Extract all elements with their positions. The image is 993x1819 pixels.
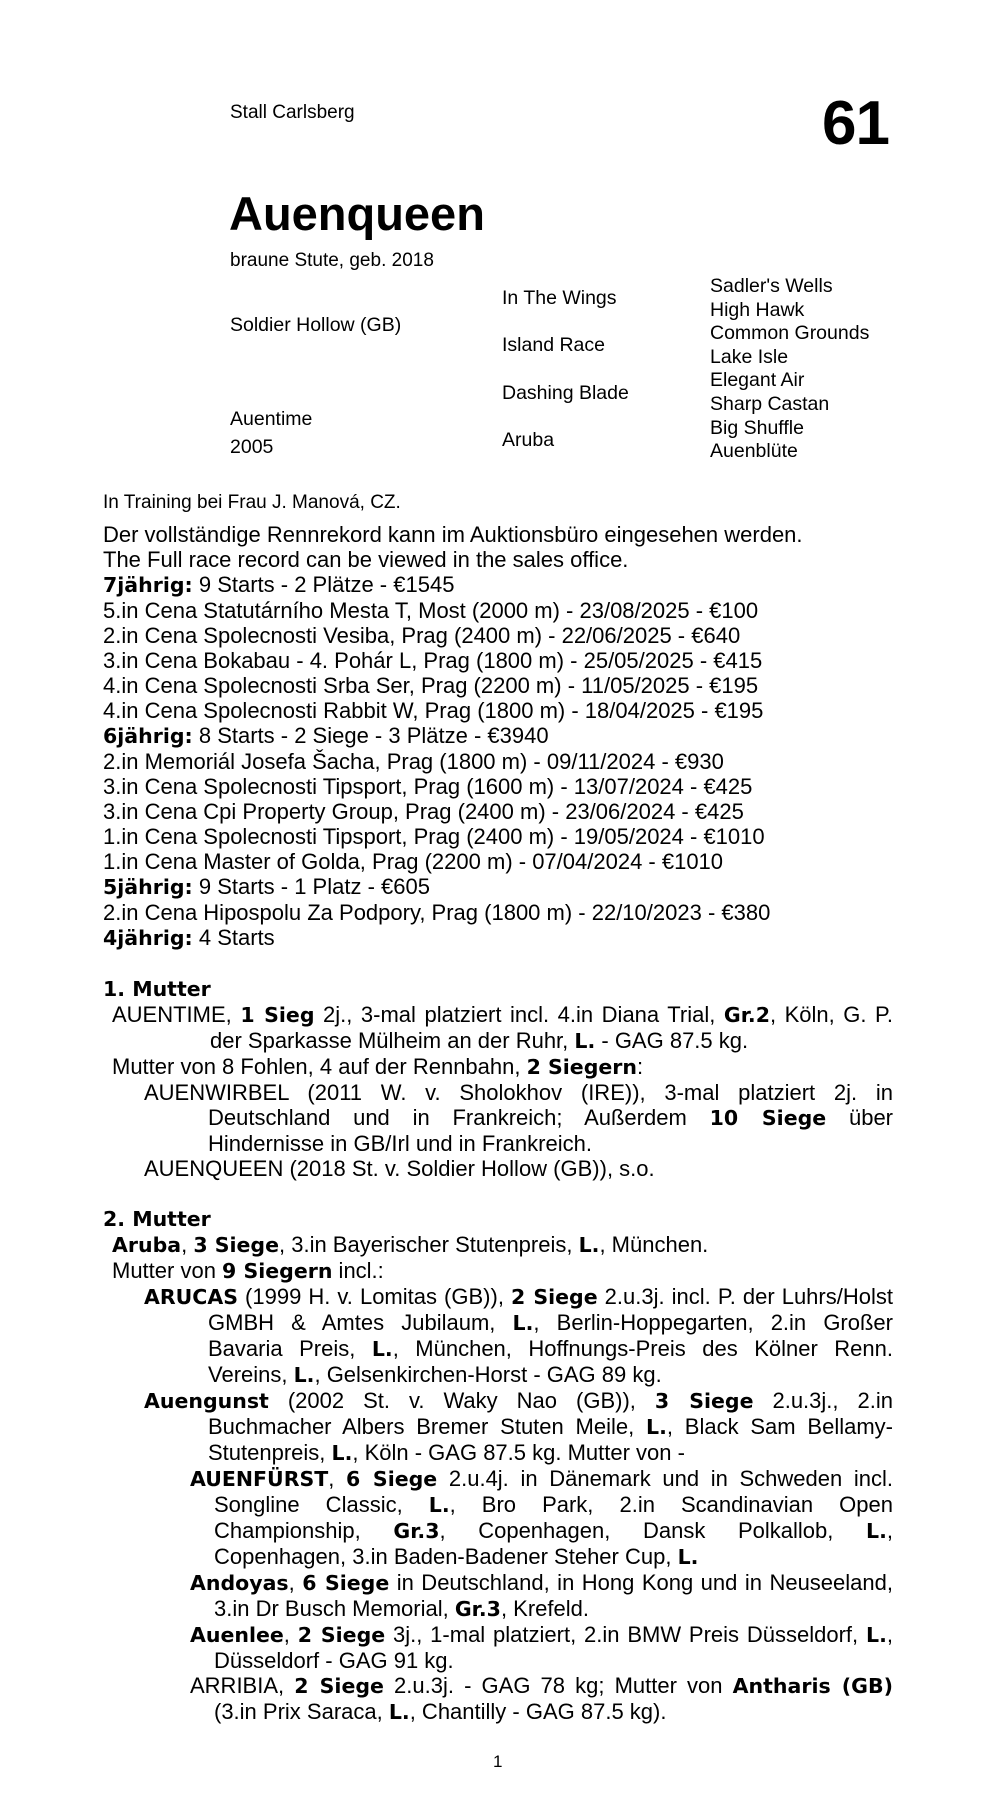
race-line: 3.in Cena Spolecnosti Tipsport, Prag (1600 m) - 13/07/2024 - €425 <box>103 774 753 799</box>
pedigree-third-gen-item: High Hawk <box>710 298 805 321</box>
pedigree-dam: Auentime <box>230 408 313 430</box>
page-number: 1 <box>493 1752 503 1771</box>
grandproduce-entry: Auenlee, 2 Siege 3j., 1-mal platziert, 2.in BMW Preis Düsseldorf, L., Düsseldorf - GAG 91 kg. <box>190 1622 893 1673</box>
age-label: 4jährig: <box>103 926 193 950</box>
age-summary <box>103 723 893 749</box>
second-dam-heading: 2. Mutter <box>103 1207 211 1231</box>
race-line: 4.in Cena Spolecnosti Srba Ser, Prag (2200 m) - 11/05/2025 - €195 <box>103 673 759 698</box>
age-summary <box>103 925 893 951</box>
catalogue-body <box>103 522 893 1725</box>
age-summary <box>103 572 893 598</box>
race-line: 2.in Cena Hipospolu Za Podpory, Prag (1800 m) - 22/10/2023 - €380 <box>103 900 771 925</box>
horse-name: Auenqueen <box>229 187 485 240</box>
pedigree-third-gen-item: Elegant Air <box>710 369 805 392</box>
produce-entry: ARUCAS (1999 H. v. Lomitas (GB)), 2 Siege 2.u.3j. incl. P. der Luhrs/Holst GMBH & Amtes Jubilaum, L., Berlin-Hoppegarten, 2.in Großer Bavaria Preis, L., München, Hoffnungs-Preis des Kölner Renn. Vereins, L., Gelsenkirchen-Horst - GAG 89 kg. <box>144 1284 893 1387</box>
record-notice-en: The Full race record can be viewed in the sales office. <box>103 547 629 572</box>
lot-number: 61 <box>822 89 889 158</box>
race-line: 1.in Cena Master of Golda, Prag (2200 m) - 07/04/2024 - €1010 <box>103 849 724 874</box>
pedigree-third-gen-item: Auenblüte <box>710 440 798 463</box>
second-dam-paragraph: Aruba, 3 Siege, 3.in Bayerischer Stutenpreis, L., München. <box>112 1232 709 1257</box>
grandproduce-entry: ARRIBIA, 2 Siege 2.u.3j. - GAG 78 kg; Mutter von Antharis (GB) (3.in Prix Saraca, L., Chantilly - GAG 87.5 kg). <box>190 1673 893 1724</box>
age-label: 6jährig: <box>103 724 193 748</box>
age-stats: 8 Starts - 2 Siege - 3 Plätze - €3940 <box>192 723 549 748</box>
pedigree-dam-dam: Aruba <box>502 429 555 451</box>
grandproduce-entry: Andoyas, 6 Siege in Deutschland, in Hong Kong und in Neuseeland, 3.in Dr Busch Memorial, Gr.3, Krefeld. <box>190 1570 893 1621</box>
pedigree-third-gen-item: Big Shuffle <box>710 416 804 439</box>
race-line: 3.in Cena Cpi Property Group, Prag (2400 m) - 23/06/2024 - €425 <box>103 799 744 824</box>
pedigree-third-gen-item: Common Grounds <box>710 322 870 345</box>
second-dam-produce-summary: Mutter von 9 Siegern incl.: <box>112 1258 384 1283</box>
age-stats: 9 Starts - 2 Plätze - €1545 <box>192 572 455 597</box>
consignor-name: Stall Carlsberg <box>230 102 355 123</box>
pedigree-dam-sire: Dashing Blade <box>502 382 629 404</box>
race-line: 2.in Memoriál Josefa Šacha, Prag (1800 m) - 09/11/2024 - €930 <box>103 749 724 774</box>
training-note: In Training bei Frau J. Manová, CZ. <box>103 492 401 513</box>
produce-entry: AUENWIRBEL (2011 W. v. Sholokhov (IRE)), 3-mal platziert 2j. in Deutschland und in Frankreich; Außerdem 10 Siege über Hindernisse in GB/Irl und in Frankreich. <box>144 1080 894 1156</box>
race-line: 5.in Cena Statutárního Mesta T, Most (2000 m) - 23/08/2025 - €100 <box>103 598 759 623</box>
grandproduce-entry: AUENFÜRST, 6 Siege 2.u.4j. in Dänemark und in Schweden incl. Songline Classic, L., Bro Park, 2.in Scandinavian Open Championship, Gr.3, Copenhagen, Dansk Polkallob, L., Copenhagen, 3.in Baden-Badener Steher Cup, L. <box>190 1466 893 1569</box>
race-line: 1.in Cena Spolecnosti Tipsport, Prag (2400 m) - 19/05/2024 - €1010 <box>103 824 765 849</box>
age-summary <box>103 874 893 900</box>
first-dam-paragraph: AUENTIME, 1 Sieg 2j., 3-mal platziert incl. 4.in Diana Trial, Gr.2, Köln, G. P. der Sparkasse Mülheim an der Ruhr, L. - GAG 87.5 kg. <box>112 1002 893 1053</box>
produce-entry: Auengunst (2002 St. v. Waky Nao (GB)), 3 Siege 2.u.3j., 2.in Buchmacher Albers Bremer Stuten Meile, L., Black Sam Bellamy-Stutenpreis, L., Köln - GAG 87.5 kg. Mutter von - <box>144 1388 893 1465</box>
pedigree-third-gen <box>710 275 869 464</box>
record-notice-de: Der vollständige Rennrekord kann im Auktionsbüro eingesehen werden. <box>103 522 803 547</box>
horse-description: braune Stute, geb. 2018 <box>230 250 434 271</box>
first-dam-heading: 1. Mutter <box>103 977 211 1001</box>
age-stats: 4 Starts <box>192 925 275 950</box>
race-line: 3.in Cena Bokabau - 4. Pohár L, Prag (1800 m) - 25/05/2025 - €415 <box>103 648 763 673</box>
pedigree-sire-sire: In The Wings <box>502 287 617 309</box>
produce-entry: AUENQUEEN (2018 St. v. Soldier Hollow (GB)), s.o. <box>144 1156 655 1181</box>
pedigree-third-gen-item: Sadler's Wells <box>710 275 833 297</box>
race-line: 4.in Cena Spolecnosti Rabbit W, Prag (1800 m) - 18/04/2025 - €195 <box>103 698 764 723</box>
age-label: 7jährig: <box>103 573 193 597</box>
first-dam-produce-summary: Mutter von 8 Fohlen, 4 auf der Rennbahn, 2 Siegern: <box>112 1054 644 1079</box>
pedigree-sire-dam: Island Race <box>502 334 605 356</box>
age-label: 5jährig: <box>103 875 193 899</box>
pedigree-sire: Soldier Hollow (GB) <box>230 314 402 336</box>
pedigree-dam-year: 2005 <box>230 436 274 458</box>
pedigree-third-gen-item: Lake Isle <box>710 345 789 368</box>
pedigree-third-gen-item: Sharp Castan <box>710 392 830 415</box>
age-stats: 9 Starts - 1 Platz - €605 <box>192 874 430 899</box>
race-line: 2.in Cena Spolecnosti Vesiba, Prag (2400 m) - 22/06/2025 - €640 <box>103 623 741 648</box>
